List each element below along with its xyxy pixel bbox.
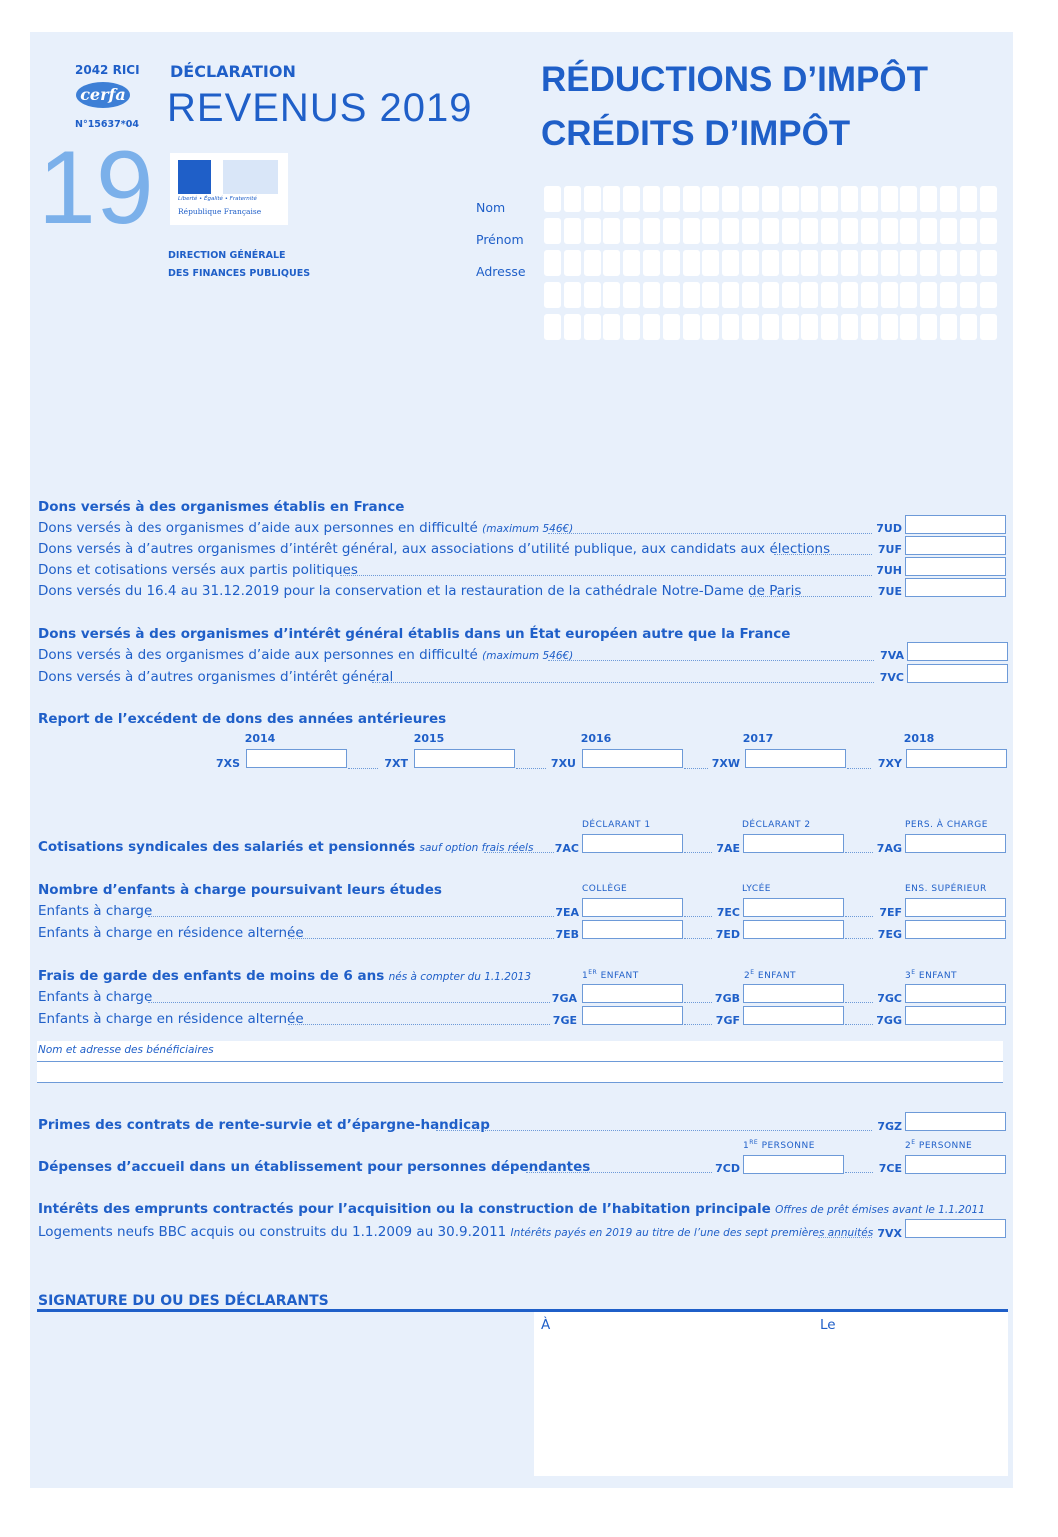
- identity-cell[interactable]: [663, 314, 680, 340]
- input-7ud[interactable]: [905, 515, 1006, 534]
- identity-cell[interactable]: [821, 186, 838, 212]
- identity-cell[interactable]: [881, 314, 898, 340]
- marianne-name: République Française: [178, 207, 262, 216]
- identity-cell[interactable]: [564, 218, 581, 244]
- garde-charge-label: Enfants à charge: [38, 989, 153, 1005]
- identity-cell[interactable]: [702, 186, 719, 212]
- code-7ag: 7AG: [876, 842, 902, 855]
- identity-cell[interactable]: [643, 282, 660, 308]
- header-personne1: 1RE PERSONNE: [743, 1139, 815, 1151]
- identity-cell[interactable]: [841, 218, 858, 244]
- code-7ga: 7GA: [551, 992, 577, 1005]
- identity-cell[interactable]: [841, 282, 858, 308]
- beneficiaires-field[interactable]: [37, 1041, 1003, 1083]
- input-7gg[interactable]: [905, 1006, 1006, 1025]
- input-7xs[interactable]: [246, 749, 347, 768]
- row-7vc-label: Dons versés à d’autres organismes d’intérêt général: [38, 669, 394, 685]
- identity-cell[interactable]: [722, 250, 739, 276]
- code-7xt: 7XT: [384, 757, 408, 770]
- declaration-label: DÉCLARATION: [170, 62, 296, 81]
- identity-cell[interactable]: [584, 186, 601, 212]
- identity-cell[interactable]: [881, 282, 898, 308]
- input-7ed[interactable]: [743, 920, 844, 939]
- header-lycee: LYCÉE: [742, 884, 771, 894]
- identity-cell[interactable]: [821, 250, 838, 276]
- code-7ce: 7CE: [878, 1162, 902, 1175]
- identity-cell[interactable]: [960, 282, 977, 308]
- interets-title: Intérêts des emprunts contractés pour l’acquisition ou la construction de l’habitation principale Offres de prêt émises avant le 1.1.2011: [38, 1201, 985, 1217]
- identity-cell[interactable]: [742, 282, 759, 308]
- identity-cell[interactable]: [742, 314, 759, 340]
- identity-cell[interactable]: [722, 282, 739, 308]
- identity-cell[interactable]: [603, 186, 620, 212]
- identity-cell[interactable]: [643, 218, 660, 244]
- identity-cell[interactable]: [544, 314, 561, 340]
- form-number: N°15637*04: [75, 119, 139, 130]
- identity-cell[interactable]: [900, 186, 917, 212]
- code-7vx: 7VX: [877, 1227, 902, 1240]
- identity-cell[interactable]: [940, 186, 957, 212]
- main-title-2: CRÉDITS D’IMPÔT: [541, 114, 851, 153]
- identity-cell[interactable]: [881, 218, 898, 244]
- input-7cd[interactable]: [743, 1155, 844, 1174]
- identity-cell[interactable]: [881, 186, 898, 212]
- row-7ue-label: Dons versés du 16.4 au 31.12.2019 pour la conservation et la restauration de la cathédrale Notre-Dame de Paris: [38, 583, 802, 599]
- code-7uh: 7UH: [876, 564, 902, 577]
- nom-label: Nom: [476, 200, 506, 215]
- identity-cell[interactable]: [920, 282, 937, 308]
- identity-cell[interactable]: [584, 314, 601, 340]
- adresse-label: Adresse: [476, 264, 526, 279]
- marianne-logo: [170, 153, 288, 225]
- code-7uf: 7UF: [877, 543, 902, 556]
- identity-cell[interactable]: [861, 218, 878, 244]
- enfants-alternee-label: Enfants à charge en résidence alternée: [38, 925, 304, 941]
- identity-cell[interactable]: [762, 218, 779, 244]
- input-7xw[interactable]: [745, 749, 846, 768]
- form-code: 2042 RICI: [75, 63, 140, 77]
- identity-cell[interactable]: [801, 282, 818, 308]
- prenom-label: Prénom: [476, 232, 524, 247]
- identity-cell[interactable]: [544, 218, 561, 244]
- row-7uf-label: Dons versés à d’autres organismes d’intérêt général, aux associations d’utilité publique, aux candidats aux élections: [38, 541, 831, 557]
- year-2017: 2017: [742, 732, 774, 745]
- identity-cell[interactable]: [643, 186, 660, 212]
- year-2015: 2015: [413, 732, 445, 745]
- identity-cell[interactable]: [623, 186, 640, 212]
- input-7vc[interactable]: [907, 664, 1008, 683]
- dons-france-title: Dons versés à des organismes établis en France: [38, 499, 405, 515]
- identity-cell[interactable]: [801, 218, 818, 244]
- input-7gf[interactable]: [743, 1006, 844, 1025]
- identity-cell[interactable]: [861, 250, 878, 276]
- identity-cell[interactable]: [702, 218, 719, 244]
- enfants-charge-label: Enfants à charge: [38, 903, 153, 919]
- dons-europe-title: Dons versés à des organismes d’intérêt général établis dans un État européen autre que la France: [38, 626, 791, 642]
- row-7uh-label: Dons et cotisations versés aux partis politiques: [38, 562, 358, 578]
- identity-cell[interactable]: [920, 314, 937, 340]
- identity-cell[interactable]: [940, 314, 957, 340]
- row-7ud-label: Dons versés à des organismes d’aide aux personnes en difficulté (maximum 546€): [38, 520, 574, 536]
- identity-cell[interactable]: [782, 314, 799, 340]
- identity-cell[interactable]: [623, 250, 640, 276]
- identity-cell[interactable]: [623, 218, 640, 244]
- input-7ef[interactable]: [905, 898, 1006, 917]
- identity-cell[interactable]: [900, 218, 917, 244]
- input-7ec[interactable]: [743, 898, 844, 917]
- code-7xy: 7XY: [877, 757, 902, 770]
- signature-title: SIGNATURE DU OU DES DÉCLARANTS: [38, 1293, 329, 1309]
- identity-cell[interactable]: [584, 250, 601, 276]
- identity-cell[interactable]: [584, 282, 601, 308]
- input-7ce[interactable]: [905, 1155, 1006, 1174]
- header-enfant1: 1ER ENFANT: [582, 969, 639, 981]
- identity-cell[interactable]: [762, 314, 779, 340]
- identity-cell[interactable]: [564, 314, 581, 340]
- identity-cell[interactable]: [722, 218, 739, 244]
- code-7gf: 7GF: [715, 1014, 740, 1027]
- code-7va: 7VA: [880, 649, 904, 662]
- header-personne2: $2^E$ PERSONNE: [905, 1139, 973, 1151]
- identity-cell[interactable]: [821, 218, 838, 244]
- identity-cell[interactable]: [623, 314, 640, 340]
- identity-cell[interactable]: [960, 314, 977, 340]
- identity-cell[interactable]: [603, 218, 620, 244]
- identity-cell[interactable]: [603, 282, 620, 308]
- identity-cell[interactable]: [544, 282, 561, 308]
- input-7ga[interactable]: [582, 984, 683, 1003]
- identity-cell[interactable]: [762, 250, 779, 276]
- input-7uh[interactable]: [905, 557, 1006, 576]
- signature-box[interactable]: [534, 1312, 1008, 1476]
- interets-label: Logements neufs BBC acquis ou construits du 1.1.2009 au 30.9.2011 Intérêts payés en 2019 au titre de l’une des sept premières annuités: [38, 1224, 874, 1240]
- identity-cell[interactable]: [841, 314, 858, 340]
- identity-cell[interactable]: [683, 186, 700, 212]
- identity-cell[interactable]: [722, 186, 739, 212]
- identity-cell[interactable]: [762, 282, 779, 308]
- identity-cell[interactable]: [782, 250, 799, 276]
- identity-cell[interactable]: [623, 282, 640, 308]
- code-7gb: 7GB: [714, 992, 740, 1005]
- identity-cell[interactable]: [841, 250, 858, 276]
- identity-cell[interactable]: [980, 282, 997, 308]
- identity-cell[interactable]: [841, 186, 858, 212]
- identity-cell[interactable]: [564, 250, 581, 276]
- input-7ue[interactable]: [905, 578, 1006, 597]
- identity-cell[interactable]: [861, 314, 878, 340]
- code-7ae: 7AE: [716, 842, 740, 855]
- input-7xu[interactable]: [582, 749, 683, 768]
- identity-cell[interactable]: [900, 282, 917, 308]
- identity-cell[interactable]: [980, 186, 997, 212]
- code-7vc: 7VC: [879, 671, 904, 684]
- identity-cell[interactable]: [564, 186, 581, 212]
- identity-cell[interactable]: [584, 218, 601, 244]
- big-number: 19: [38, 130, 154, 246]
- identity-cell[interactable]: [980, 218, 997, 244]
- identity-cell[interactable]: [980, 250, 997, 276]
- identity-cell[interactable]: [544, 250, 561, 276]
- code-7cd: 7CD: [715, 1162, 740, 1175]
- cotisations-label: Cotisations syndicales des salariés et pensionnés sauf option frais réels: [38, 839, 534, 855]
- header-enfant2: $2^E$ ENFANT: [744, 969, 797, 981]
- identity-cell[interactable]: [940, 218, 957, 244]
- identity-cell[interactable]: [663, 250, 680, 276]
- identity-cell[interactable]: [702, 314, 719, 340]
- revenus-title: REVENUS 2019: [167, 86, 473, 130]
- identity-cell[interactable]: [564, 282, 581, 308]
- identity-cell[interactable]: [900, 250, 917, 276]
- identity-cell[interactable]: [940, 282, 957, 308]
- identity-cell[interactable]: [980, 314, 997, 340]
- header-enfant3: $3^E$ ENFANT: [905, 969, 958, 981]
- signature-a-label: À: [541, 1317, 551, 1333]
- input-7ag[interactable]: [905, 834, 1006, 853]
- identity-cell[interactable]: [960, 218, 977, 244]
- code-7xw: 7XW: [711, 757, 740, 770]
- input-7ge[interactable]: [582, 1006, 683, 1025]
- identity-cell[interactable]: [861, 282, 878, 308]
- input-7gb[interactable]: [743, 984, 844, 1003]
- identity-cell[interactable]: [782, 282, 799, 308]
- identity-cell[interactable]: [643, 250, 660, 276]
- identity-cell[interactable]: [603, 314, 620, 340]
- input-7ae[interactable]: [743, 834, 844, 853]
- code-7xs: 7XS: [215, 757, 240, 770]
- identity-cell[interactable]: [663, 218, 680, 244]
- code-7gg: 7GG: [876, 1014, 902, 1027]
- header-ens-sup: ENS. SUPÉRIEUR: [905, 884, 987, 894]
- garde-alternee-label: Enfants à charge en résidence alternée: [38, 1011, 304, 1027]
- frais-garde-title: Frais de garde des enfants de moins de 6 ans nés à compter du 1.1.2013: [38, 968, 532, 984]
- dgfip-line2: DES FINANCES PUBLIQUES: [168, 268, 311, 279]
- code-7gc: 7GC: [877, 992, 902, 1005]
- input-7eb[interactable]: [582, 920, 683, 939]
- identity-cell[interactable]: [603, 250, 620, 276]
- code-7xu: 7XU: [550, 757, 576, 770]
- identity-cell[interactable]: [782, 186, 799, 212]
- code-7gz: 7GZ: [877, 1120, 902, 1133]
- identity-cell[interactable]: [801, 250, 818, 276]
- identity-cell[interactable]: [940, 250, 957, 276]
- identity-cell[interactable]: [702, 282, 719, 308]
- marianne-motto: Liberté • Égalité • Fraternité: [178, 196, 257, 202]
- identity-cell[interactable]: [643, 314, 660, 340]
- identity-cell[interactable]: [702, 250, 719, 276]
- code-7eb: 7EB: [555, 928, 579, 941]
- header-declarant1: DÉCLARANT 1: [582, 820, 651, 830]
- signature-le-label: Le: [820, 1317, 836, 1333]
- code-7ed: 7ED: [715, 928, 740, 941]
- identity-grid[interactable]: [544, 186, 1000, 342]
- identity-cell[interactable]: [683, 250, 700, 276]
- identity-cell[interactable]: [762, 186, 779, 212]
- identity-cell[interactable]: [782, 218, 799, 244]
- input-7xt[interactable]: [414, 749, 515, 768]
- identity-cell[interactable]: [683, 218, 700, 244]
- identity-cell[interactable]: [544, 186, 561, 212]
- code-7ge: 7GE: [552, 1014, 577, 1027]
- report-title: Report de l’excédent de dons des années antérieures: [38, 711, 447, 727]
- header-declarant2: DÉCLARANT 2: [742, 820, 811, 830]
- identity-cell[interactable]: [722, 314, 739, 340]
- input-7gc[interactable]: [905, 984, 1006, 1003]
- cerfa-logo: cerfa: [76, 82, 130, 108]
- year-2014: 2014: [244, 732, 276, 745]
- primes-label: Primes des contrats de rente-survie et d’épargne-handicap: [38, 1117, 490, 1133]
- code-7eg: 7EG: [877, 928, 902, 941]
- input-7xy[interactable]: [906, 749, 1007, 768]
- accueil-label: Dépenses d’accueil dans un établissement pour personnes dépendantes: [38, 1159, 591, 1175]
- identity-cell[interactable]: [920, 250, 937, 276]
- input-7gz[interactable]: [905, 1112, 1006, 1131]
- identity-cell[interactable]: [801, 186, 818, 212]
- code-7ef: 7EF: [879, 906, 902, 919]
- identity-cell[interactable]: [821, 314, 838, 340]
- identity-cell[interactable]: [960, 250, 977, 276]
- code-7ue: 7UE: [877, 585, 902, 598]
- identity-cell[interactable]: [663, 186, 680, 212]
- code-7ud: 7UD: [876, 522, 902, 535]
- enfants-etudes-title: Nombre d’enfants à charge poursuivant leurs études: [38, 882, 442, 898]
- input-7eg[interactable]: [905, 920, 1006, 939]
- identity-cell[interactable]: [742, 218, 759, 244]
- year-2016: 2016: [580, 732, 612, 745]
- identity-cell[interactable]: [742, 186, 759, 212]
- identity-cell[interactable]: [960, 186, 977, 212]
- identity-cell[interactable]: [663, 282, 680, 308]
- identity-cell[interactable]: [881, 250, 898, 276]
- beneficiaires-label: Nom et adresse des bénéficiaires: [38, 1044, 214, 1056]
- identity-cell[interactable]: [821, 282, 838, 308]
- code-7ea: 7EA: [555, 906, 579, 919]
- input-7va[interactable]: [907, 642, 1008, 661]
- dgfip-line1: DIRECTION GÉNÉRALE: [168, 250, 286, 261]
- header-pers-charge: PERS. À CHARGE: [905, 820, 988, 830]
- identity-cell[interactable]: [801, 314, 818, 340]
- row-7va-label: Dons versés à des organismes d’aide aux personnes en difficulté (maximum 546€): [38, 647, 574, 663]
- input-7ea[interactable]: [582, 898, 683, 917]
- identity-cell[interactable]: [920, 186, 937, 212]
- identity-cell[interactable]: [742, 250, 759, 276]
- identity-cell[interactable]: [683, 314, 700, 340]
- input-7ac[interactable]: [582, 834, 683, 853]
- input-7uf[interactable]: [905, 536, 1006, 555]
- code-7ec: 7EC: [716, 906, 740, 919]
- header-college: COLLÈGE: [582, 884, 628, 894]
- input-7vx[interactable]: [905, 1219, 1006, 1238]
- code-7ac: 7AC: [554, 842, 579, 855]
- year-2018: 2018: [903, 732, 935, 745]
- identity-cell[interactable]: [900, 314, 917, 340]
- main-title-1: RÉDUCTIONS D’IMPÔT: [541, 60, 928, 99]
- identity-cell[interactable]: [683, 282, 700, 308]
- identity-cell[interactable]: [861, 186, 878, 212]
- identity-cell[interactable]: [920, 218, 937, 244]
